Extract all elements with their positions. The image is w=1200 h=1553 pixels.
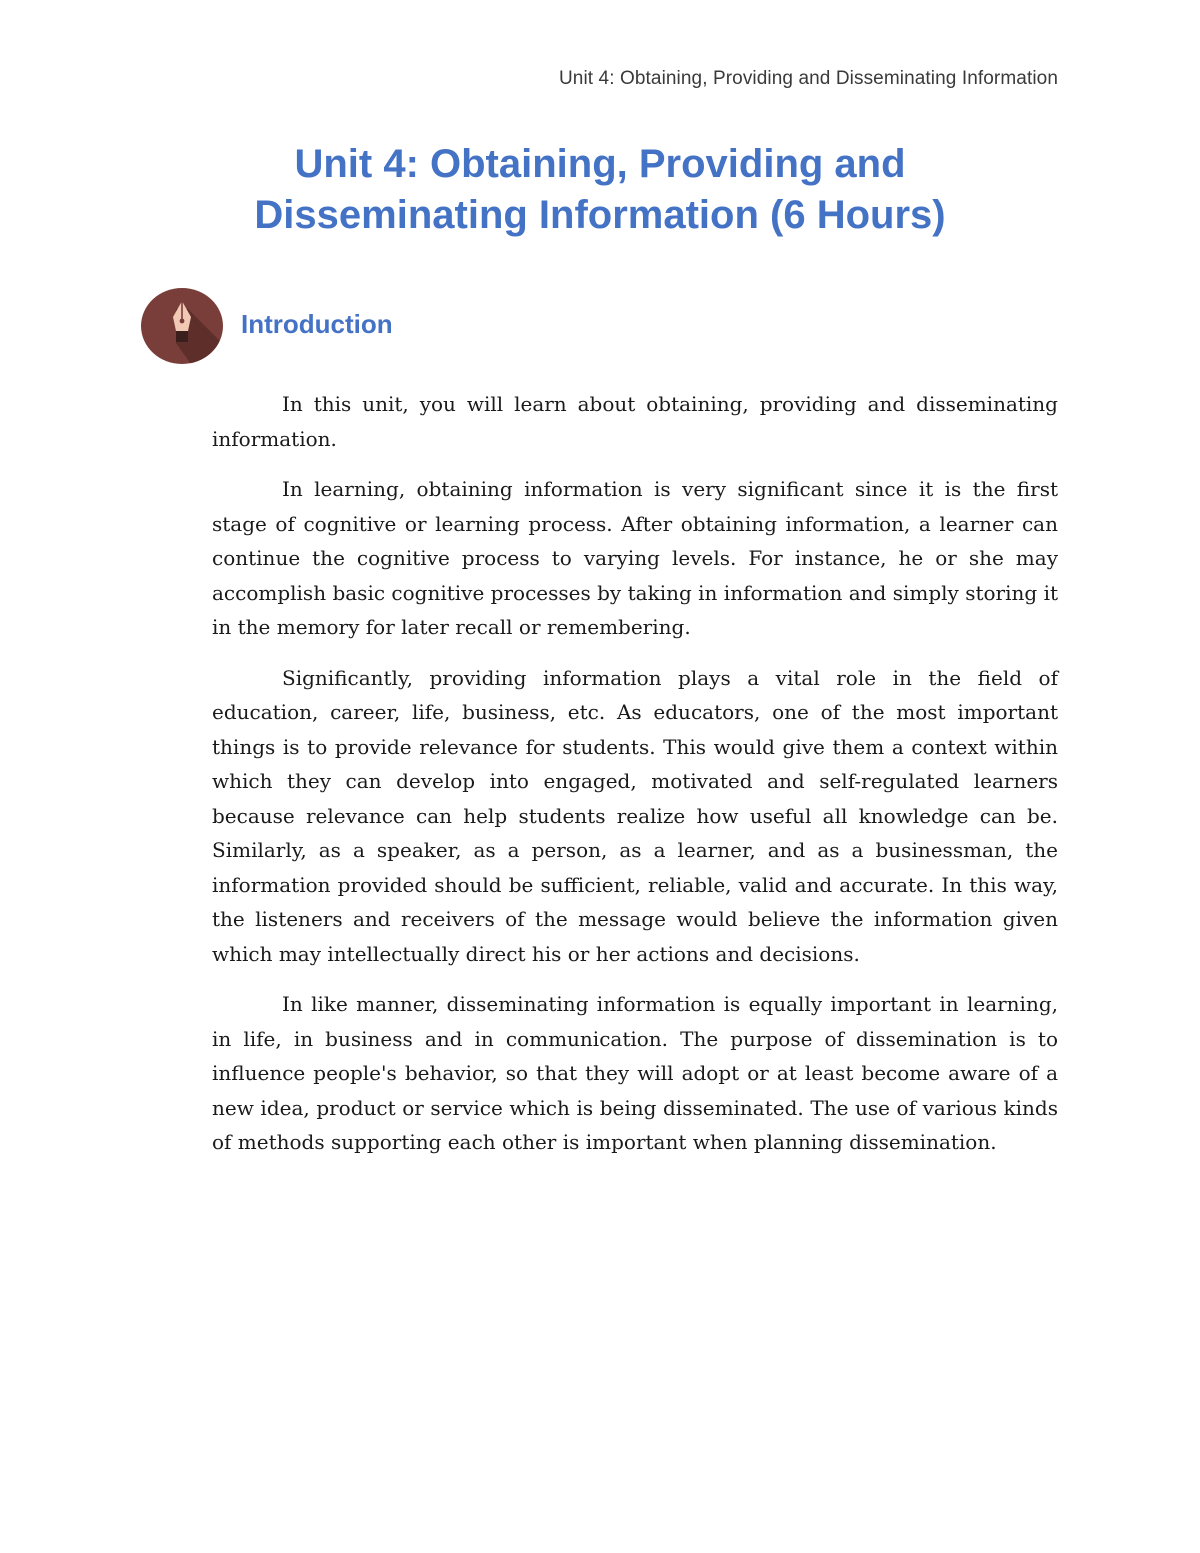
paragraph: In like manner, disseminating information is equally important in learning, in life, in business and in communication. The purpose of dissemination is to influence people's behavior, so that they will adopt or at least become aware of a new idea, product or service which is being disseminated. The use of various kinds of methods supporting each other is important when planning dissemination. bbox=[212, 992, 1058, 1154]
title-line-2: Disseminating Information (6 Hours) bbox=[254, 193, 946, 237]
section-heading: Introduction bbox=[241, 309, 393, 339]
running-header: Unit 4: Obtaining, Providing and Disseminating Information bbox=[558, 68, 1058, 89]
body-text bbox=[212, 387, 1058, 1176]
paragraph: Significantly, providing information plays a vital role in the field of education, career, life, business, etc. As educators, one of the most important things is to provide relevance for students. This would give them a context within which they can develop into engaged, motivated and self-regulated learners because relevance can help students realize how useful all knowledge can be. Similarly, as a speaker, as a person, as a learner, and as a businessman, the information provided should be sufficient, reliable, valid and accurate. In this way, the listeners and receivers of the message would believe the information given which may intellectually direct his or her actions and decisions. bbox=[212, 665, 1058, 966]
fountain-pen-nib-icon bbox=[140, 287, 224, 365]
paragraph: In this unit, you will learn about obtaining, providing and disseminating information. bbox=[212, 392, 1058, 451]
paragraph: In learning, obtaining information is very significant since it is the first stage of cognitive or learning process. After obtaining information, a learner can continue the cognitive process to varying levels. For instance, he or she may accomplish basic cognitive processes by taking in information and simply storing it in the memory for later recall or remembering. bbox=[212, 477, 1058, 639]
title-line-1: Unit 4: Obtaining, Providing and bbox=[294, 142, 906, 186]
page-title bbox=[0, 139, 1200, 241]
